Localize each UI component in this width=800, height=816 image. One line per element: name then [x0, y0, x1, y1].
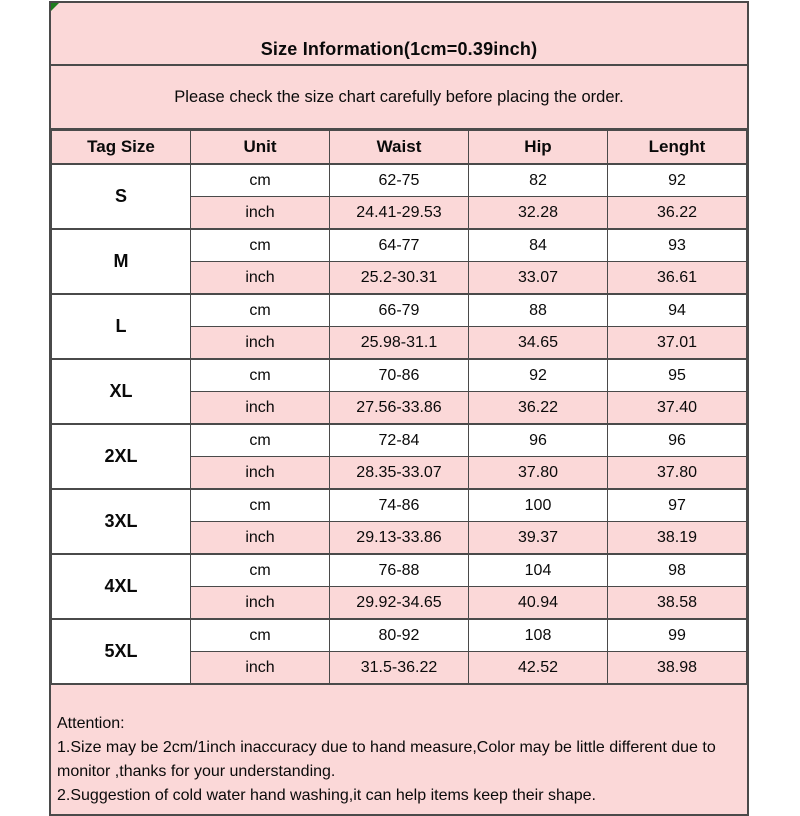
- waist-cell: 62-75: [330, 164, 469, 197]
- unit-label: cm: [191, 229, 330, 262]
- attention-line-2: 2.Suggestion of cold water hand washing,it can help items keep their shape.: [57, 787, 596, 804]
- attention-line-1: 1.Size may be 2cm/1inch inaccuracy due to hand measure,Color may be little different due to monitor ,thanks for your understanding.: [57, 739, 716, 780]
- length-cell: 37.80: [608, 457, 747, 490]
- table-row: [52, 619, 747, 652]
- unit-label: cm: [191, 619, 330, 652]
- length-cell: 38.58: [608, 587, 747, 620]
- length-cell: 38.98: [608, 652, 747, 684]
- table-row: [52, 489, 747, 522]
- waist-cell: 25.98-31.1: [330, 327, 469, 360]
- length-cell: 38.19: [608, 522, 747, 555]
- hip-cell: 34.65: [469, 327, 608, 360]
- unit-label: inch: [191, 587, 330, 620]
- waist-cell: 29.13-33.86: [330, 522, 469, 555]
- unit-label: inch: [191, 522, 330, 555]
- size-label: 5XL: [52, 619, 191, 684]
- column-header-unit: Unit: [191, 131, 330, 165]
- unit-label: inch: [191, 457, 330, 490]
- size-table: [51, 130, 747, 684]
- length-cell: 36.22: [608, 197, 747, 230]
- unit-label: cm: [191, 164, 330, 197]
- size-label: S: [52, 164, 191, 229]
- corner-marker-icon: [51, 3, 59, 11]
- hip-cell: 32.28: [469, 197, 608, 230]
- hip-cell: 92: [469, 359, 608, 392]
- column-header-tag-size: Tag Size: [52, 131, 191, 165]
- waist-cell: 70-86: [330, 359, 469, 392]
- waist-cell: 31.5-36.22: [330, 652, 469, 684]
- table-row: [52, 229, 747, 262]
- table-header-row: [52, 131, 747, 165]
- length-cell: 37.01: [608, 327, 747, 360]
- table-row: [52, 164, 747, 197]
- size-label: 4XL: [52, 554, 191, 619]
- length-cell: 95: [608, 359, 747, 392]
- waist-cell: 28.35-33.07: [330, 457, 469, 490]
- hip-cell: 40.94: [469, 587, 608, 620]
- unit-label: cm: [191, 294, 330, 327]
- unit-label: cm: [191, 424, 330, 457]
- hip-cell: 108: [469, 619, 608, 652]
- waist-cell: 24.41-29.53: [330, 197, 469, 230]
- waist-cell: 29.92-34.65: [330, 587, 469, 620]
- length-cell: 96: [608, 424, 747, 457]
- page-title: Size Information(1cm=0.39inch): [51, 3, 747, 66]
- column-header-waist: Waist: [330, 131, 469, 165]
- unit-label: inch: [191, 327, 330, 360]
- size-label: M: [52, 229, 191, 294]
- hip-cell: 37.80: [469, 457, 608, 490]
- hip-cell: 36.22: [469, 392, 608, 425]
- hip-cell: 82: [469, 164, 608, 197]
- length-cell: 37.40: [608, 392, 747, 425]
- length-cell: 97: [608, 489, 747, 522]
- table-row: [52, 294, 747, 327]
- unit-label: inch: [191, 262, 330, 295]
- unit-label: inch: [191, 197, 330, 230]
- attention-heading: Attention:: [57, 715, 125, 732]
- size-label: L: [52, 294, 191, 359]
- waist-cell: 76-88: [330, 554, 469, 587]
- page-subtitle: Please check the size chart carefully before placing the order.: [51, 66, 747, 130]
- size-label: 3XL: [52, 489, 191, 554]
- waist-cell: 25.2-30.31: [330, 262, 469, 295]
- hip-cell: 104: [469, 554, 608, 587]
- waist-cell: 72-84: [330, 424, 469, 457]
- hip-cell: 39.37: [469, 522, 608, 555]
- unit-label: inch: [191, 652, 330, 684]
- size-label: 2XL: [52, 424, 191, 489]
- hip-cell: 88: [469, 294, 608, 327]
- table-row: [52, 359, 747, 392]
- length-cell: 99: [608, 619, 747, 652]
- waist-cell: 74-86: [330, 489, 469, 522]
- waist-cell: 80-92: [330, 619, 469, 652]
- length-cell: 94: [608, 294, 747, 327]
- unit-label: cm: [191, 554, 330, 587]
- waist-cell: 27.56-33.86: [330, 392, 469, 425]
- length-cell: 92: [608, 164, 747, 197]
- column-header-length: Lenght: [608, 131, 747, 165]
- hip-cell: 100: [469, 489, 608, 522]
- attention-note: [51, 684, 747, 814]
- hip-cell: 42.52: [469, 652, 608, 684]
- hip-cell: 33.07: [469, 262, 608, 295]
- hip-cell: 96: [469, 424, 608, 457]
- waist-cell: 66-79: [330, 294, 469, 327]
- size-label: XL: [52, 359, 191, 424]
- length-cell: 36.61: [608, 262, 747, 295]
- unit-label: cm: [191, 359, 330, 392]
- waist-cell: 64-77: [330, 229, 469, 262]
- length-cell: 98: [608, 554, 747, 587]
- unit-label: cm: [191, 489, 330, 522]
- unit-label: inch: [191, 392, 330, 425]
- table-row: [52, 554, 747, 587]
- table-row: [52, 424, 747, 457]
- hip-cell: 84: [469, 229, 608, 262]
- column-header-hip: Hip: [469, 131, 608, 165]
- length-cell: 93: [608, 229, 747, 262]
- size-chart-sheet: [49, 1, 749, 816]
